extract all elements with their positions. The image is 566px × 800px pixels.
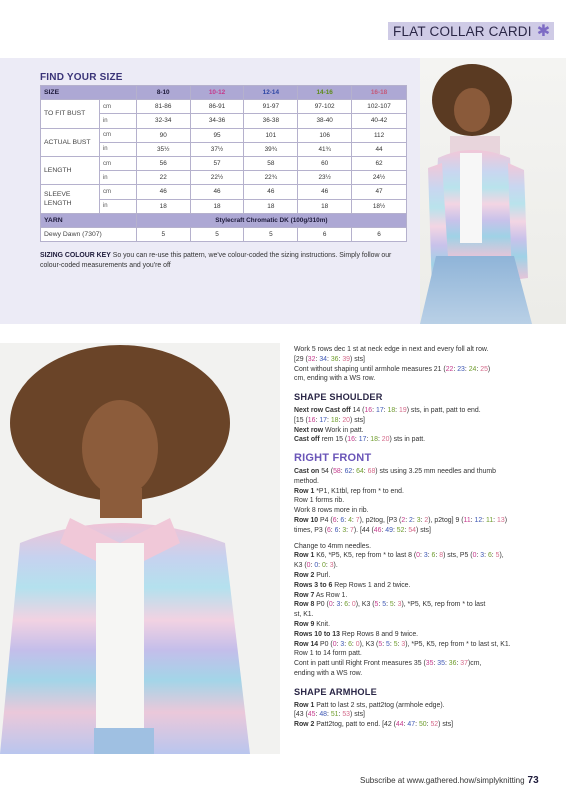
table-cell: 81-86 — [136, 100, 190, 114]
row-label: ACTUAL BUST — [41, 128, 100, 156]
pattern-line: Next row Cast off 14 (16: 17: 18: 19) sts, in patt, patt to end. — [294, 406, 481, 414]
unit-cell: in — [99, 171, 136, 185]
pattern-line: [15 (16: 17: 18: 20) sts] — [294, 416, 365, 424]
table-row — [41, 128, 407, 142]
key-title: SIZING COLOUR KEY — [40, 252, 111, 259]
row-label — [41, 185, 100, 213]
row-label-line: LENGTH — [44, 200, 72, 207]
page-header — [388, 22, 554, 40]
pattern-line: Rows 3 to 6 Rep Rows 1 and 2 twice. — [294, 581, 411, 589]
table-header-row — [41, 86, 407, 100]
pattern-line: Row 9 Knit. — [294, 620, 330, 628]
table-cell: 86-91 — [190, 100, 244, 114]
main-photo — [0, 343, 280, 754]
pattern-line: Row 10 P4 (6: 6: 4: 7), p2tog, [P3 (2: 2: 3: 2), p2tog] 9 (11: 12: 11: 13) — [294, 516, 507, 524]
yarn-label: YARN — [41, 213, 137, 227]
table-cell: 24½ — [352, 171, 407, 185]
table-cell: 101 — [244, 128, 298, 142]
table-cell: 46 — [136, 185, 190, 199]
size-header: 12-14 — [244, 86, 298, 100]
size-header: 16-18 — [352, 86, 407, 100]
table-cell: 5 — [190, 227, 244, 241]
table-cell: 46 — [244, 185, 298, 199]
row-label-line: SLEEVE — [44, 191, 71, 198]
subscribe-link[interactable]: Subscribe at www.gathered.how/simplyknitting — [360, 776, 525, 785]
table-cell: 91-97 — [244, 100, 298, 114]
shade-label: Dewy Dawn (7307) — [41, 227, 137, 241]
table-row — [41, 100, 407, 114]
pattern-line: method. — [294, 477, 319, 485]
model-photo-illustration — [0, 343, 280, 754]
table-cell: 106 — [298, 128, 352, 142]
table-cell: 95 — [190, 128, 244, 142]
size-header: 14-16 — [298, 86, 352, 100]
unit-cell: cm — [99, 128, 136, 142]
row-label: LENGTH — [41, 156, 100, 184]
pattern-line: Row 1 Patt to last 2 sts, patt2tog (armhole edge). — [294, 701, 445, 709]
pattern-line: Row 14 P0 (0: 3: 6: 0), K3 (5: 5: 5: 3), *P5, K5, rep from * to last st, K1. — [294, 640, 511, 648]
table-cell: 56 — [136, 156, 190, 170]
pattern-line: Cast on 54 (58: 62: 64: 68) sts using 3.25 mm needles and thumb — [294, 467, 496, 475]
table-cell: 39¾ — [244, 142, 298, 156]
yarn-name: Stylecraft Chromatic DK (100g/310m) — [136, 213, 406, 227]
page-number: 73 — [527, 775, 539, 786]
section-heading: SHAPE SHOULDER — [294, 392, 383, 403]
page-title: FLAT COLLAR CARDI — [393, 23, 532, 39]
table-cell: 36-38 — [244, 114, 298, 128]
table-cell: 34-36 — [190, 114, 244, 128]
pattern-line: Row 2 Patt2tog, patt to end. [42 (44: 47: 50: 52) sts] — [294, 721, 454, 729]
table-row — [41, 156, 407, 170]
table-cell: 112 — [352, 128, 407, 142]
unit-cell: cm — [99, 100, 136, 114]
pattern-line: K3 (0: 0: 0: 3). — [294, 562, 338, 570]
unit-cell: cm — [99, 156, 136, 170]
table-cell: 47 — [352, 185, 407, 199]
pattern-line: Cont without shaping until armhole measures 21 (22: 23: 24: 25) — [294, 365, 491, 373]
table-cell: 22½ — [190, 171, 244, 185]
table-cell: 40-42 — [352, 114, 407, 128]
pattern-line: Row 1 forms rib. — [294, 497, 345, 505]
pattern-line: Cont in patt until Right Front measures 35 (35: 35: 36: 37)cm, — [294, 660, 482, 668]
table-cell: 46 — [190, 185, 244, 199]
table-cell: 18 — [244, 199, 298, 213]
table-cell: 57 — [190, 156, 244, 170]
table-cell: 102-107 — [352, 100, 407, 114]
table-cell: 23½ — [298, 171, 352, 185]
table-cell: 58 — [244, 156, 298, 170]
yarn-row — [41, 213, 407, 227]
sizing-colour-key — [40, 251, 410, 271]
footer — [360, 775, 539, 786]
section-heading: RIGHT FRONT — [294, 452, 372, 465]
table-cell: 38-40 — [298, 114, 352, 128]
pattern-line: ending with a WS row. — [294, 669, 363, 677]
pattern-line: Row 1 K6, *P5, K5, rep from * to last 8 (0: 3: 6: 8) sts, P5 (0: 3: 6: 5), — [294, 552, 504, 560]
table-cell: 44 — [352, 142, 407, 156]
table-cell: 18 — [136, 199, 190, 213]
table-cell: 97-102 — [298, 100, 352, 114]
table-cell: 46 — [298, 185, 352, 199]
pattern-line: Row 1 *P1, K1tbl, rep from * to end. — [294, 487, 404, 495]
table-cell: 6 — [352, 227, 407, 241]
unit-cell: cm — [99, 185, 136, 199]
table-cell: 35½ — [136, 142, 190, 156]
pattern-line: [43 (45: 48: 51: 53) sts] — [294, 711, 365, 719]
unit-cell: in — [99, 142, 136, 156]
table-cell: 37½ — [190, 142, 244, 156]
row-label: TO FIT BUST — [41, 100, 100, 128]
pattern-line: [29 (32: 34: 36: 39) sts] — [294, 355, 365, 363]
table-cell: 5 — [244, 227, 298, 241]
pattern-line: cm, ending with a WS row. — [294, 375, 376, 383]
table-cell: 6 — [298, 227, 352, 241]
pattern-line: Row 1 to 14 form patt. — [294, 650, 362, 658]
top-photo — [420, 58, 566, 324]
size-table — [40, 85, 407, 242]
key-text: So you can re-use this pattern, we've colour-coded the sizing instructions. Simply follow our colour-coded measurements and you're off — [40, 252, 392, 269]
table-row — [41, 185, 407, 199]
model-photo-illustration — [420, 58, 566, 324]
table-cell: 18 — [298, 199, 352, 213]
pattern-line: Rows 10 to 13 Rep Rows 8 and 9 twice. — [294, 630, 419, 638]
pattern-line: Row 8 P0 (0: 3: 6: 0), K3 (5: 5: 5: 3), *P5, K5, rep from * to last — [294, 601, 486, 609]
table-cell: 18½ — [352, 199, 407, 213]
unit-cell: in — [99, 199, 136, 213]
pattern-line: Row 7 As Row 1. — [294, 591, 348, 599]
size-heading: FIND YOUR SIZE — [40, 72, 123, 83]
pattern-line: Work 8 rows more in rib. — [294, 507, 369, 515]
pattern-line: st, K1. — [294, 611, 314, 619]
table-cell: 32-34 — [136, 114, 190, 128]
table-cell: 18 — [190, 199, 244, 213]
table-cell: 62 — [352, 156, 407, 170]
table-cell: 41¾ — [298, 142, 352, 156]
size-header: 10-12 — [190, 86, 244, 100]
table-cell: 5 — [136, 227, 190, 241]
pattern-instructions — [294, 345, 556, 730]
pattern-line: Change to 4mm needles. — [294, 542, 371, 550]
table-cell: 22¾ — [244, 171, 298, 185]
unit-cell: in — [99, 114, 136, 128]
pattern-line: Row 2 Purl. — [294, 571, 331, 579]
pattern-line: Work 5 rows dec 1 st at neck edge in next and every foll alt row. — [294, 346, 489, 353]
table-cell: 22 — [136, 171, 190, 185]
pattern-line: Next row Work in patt. — [294, 426, 364, 434]
pattern-line: times, P3 (6: 6: 3: 7). [44 (46: 49: 52: 54) sts] — [294, 526, 431, 534]
size-label: SIZE — [41, 86, 137, 100]
table-cell: 60 — [298, 156, 352, 170]
section-heading: SHAPE ARMHOLE — [294, 686, 377, 697]
table-row — [41, 227, 407, 241]
asterisk-flower-icon: ✱ — [536, 23, 551, 40]
pattern-line: Cast off rem 15 (16: 17: 18: 20) sts in patt. — [294, 436, 426, 444]
table-cell: 90 — [136, 128, 190, 142]
size-header: 8-10 — [136, 86, 190, 100]
